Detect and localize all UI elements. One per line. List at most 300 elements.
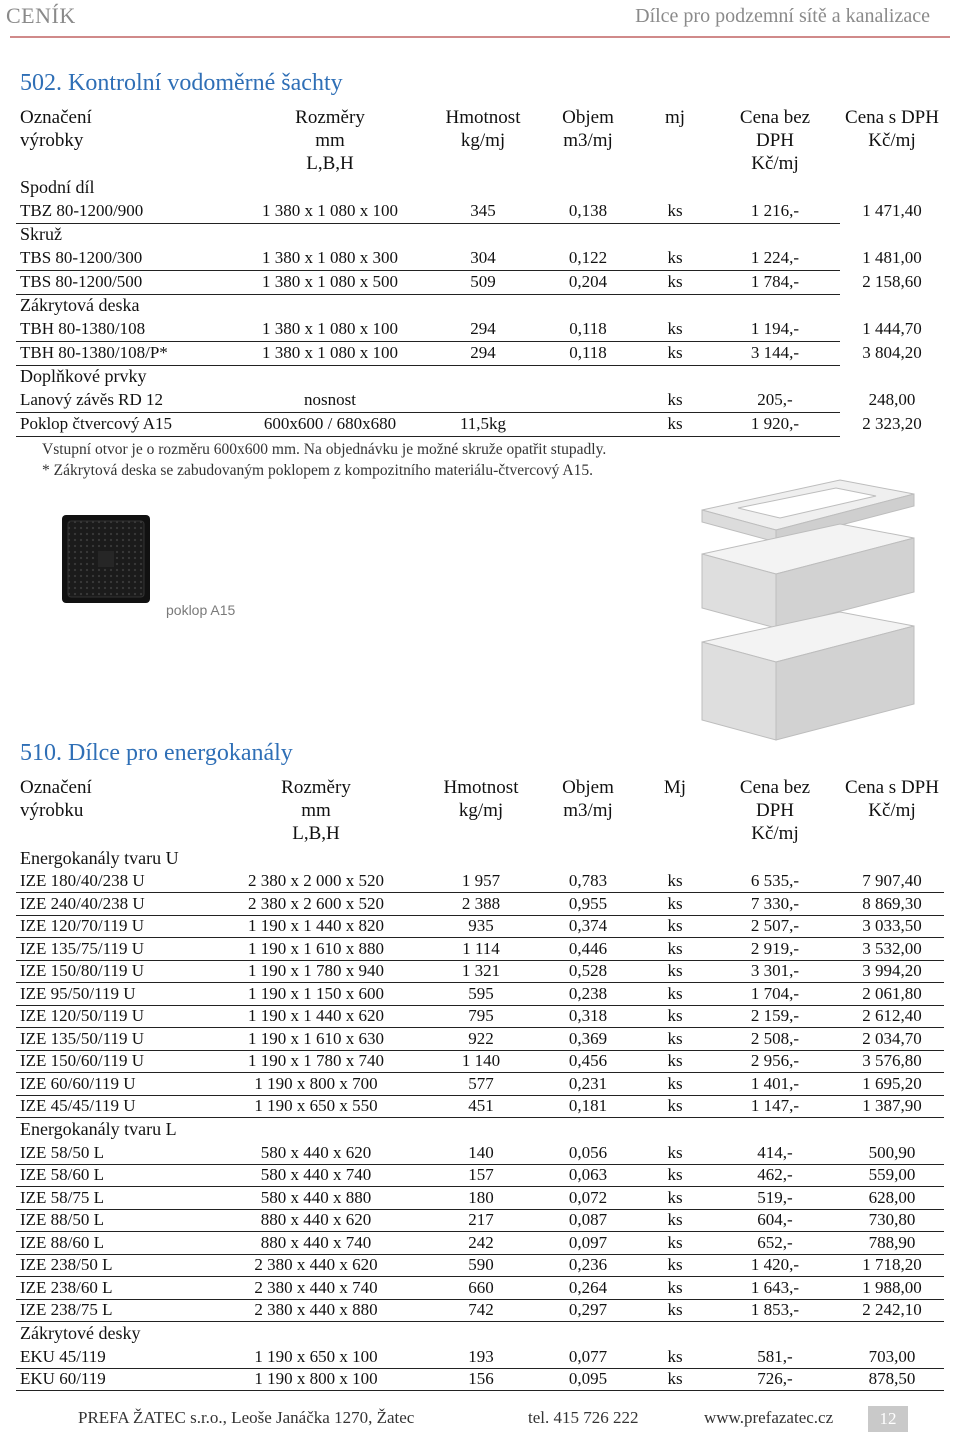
cell-unit: ks bbox=[640, 1142, 710, 1165]
cell-product-code: Lanový závěs RD 12 bbox=[16, 388, 230, 412]
table-header bbox=[16, 104, 944, 176]
cover-a15-image bbox=[60, 513, 152, 605]
cell-volume: 0,063 bbox=[536, 1164, 640, 1187]
cell-product-code: EKU 45/119 bbox=[16, 1346, 206, 1369]
cell-dimensions: 1 190 x 800 x 700 bbox=[206, 1073, 426, 1096]
column-header-line: Objem bbox=[562, 107, 614, 128]
cell-volume: 0,077 bbox=[536, 1346, 640, 1369]
cell-volume: 0,097 bbox=[536, 1232, 640, 1255]
table-row bbox=[16, 1005, 944, 1028]
header-left: CENÍK bbox=[6, 3, 76, 28]
cell-product-code: IZE 58/60 L bbox=[16, 1164, 206, 1187]
cell-weight: 660 bbox=[426, 1277, 536, 1300]
cell-price-net: 604,- bbox=[710, 1209, 840, 1232]
price-table-510 bbox=[16, 774, 944, 1391]
table-row bbox=[16, 341, 944, 365]
cell-product-code: IZE 58/50 L bbox=[16, 1142, 206, 1165]
table-header bbox=[16, 774, 944, 846]
cell-price-net: 1 704,- bbox=[710, 983, 840, 1006]
cell-price-net: 3 301,- bbox=[710, 960, 840, 983]
cell-product-code: IZE 120/50/119 U bbox=[16, 1005, 206, 1028]
cell-price-vat: 2 061,80 bbox=[840, 983, 944, 1006]
cell-volume: 0,264 bbox=[536, 1277, 640, 1300]
cell-unit: ks bbox=[640, 1095, 710, 1118]
cell-dimensions: 1 190 x 650 x 100 bbox=[206, 1346, 426, 1369]
table-row bbox=[16, 915, 944, 938]
cell-price-net: 2 919,- bbox=[710, 938, 840, 961]
cell-volume: 0,122 bbox=[536, 246, 640, 270]
cell-dimensions: 1 190 x 1 440 x 820 bbox=[206, 915, 426, 938]
cell-volume: 0,318 bbox=[536, 1005, 640, 1028]
table-row bbox=[16, 938, 944, 961]
cell-unit: ks bbox=[640, 983, 710, 1006]
cell-dimensions: 1 380 x 1 080 x 500 bbox=[230, 270, 430, 294]
cell-product-code: IZE 135/50/119 U bbox=[16, 1028, 206, 1051]
cell-product-code: IZE 240/40/238 U bbox=[16, 893, 206, 916]
cell-product-code: TBZ 80-1200/900 bbox=[16, 199, 230, 223]
group-label: Zákrytové desky bbox=[20, 1323, 141, 1344]
cell-product-code: TBS 80-1200/500 bbox=[16, 270, 230, 294]
cell-dimensions: nosnost bbox=[230, 388, 430, 412]
table-row bbox=[16, 317, 944, 341]
cell-dimensions: 1 190 x 1 610 x 880 bbox=[206, 938, 426, 961]
table-row bbox=[16, 870, 944, 893]
cell-weight: 217 bbox=[426, 1209, 536, 1232]
column-header-line: L,B,H bbox=[292, 823, 340, 844]
cell-volume: 0,236 bbox=[536, 1254, 640, 1277]
cell-dimensions: 2 380 x 440 x 880 bbox=[206, 1299, 426, 1322]
cell-price-net: 652,- bbox=[710, 1232, 840, 1255]
column-header-line: Mj bbox=[663, 777, 687, 798]
column-header bbox=[536, 774, 640, 846]
table-row bbox=[16, 246, 944, 270]
cell-price-net: 2 159,- bbox=[710, 1005, 840, 1028]
column-header bbox=[840, 104, 944, 176]
column-header-line: Hmotnost bbox=[443, 777, 519, 798]
cell-volume: 0,231 bbox=[536, 1073, 640, 1096]
cell-weight: 1 321 bbox=[426, 960, 536, 983]
cell-dimensions: 600x600 / 680x680 bbox=[230, 412, 430, 436]
cell-weight: 304 bbox=[430, 246, 536, 270]
cell-volume: 0,118 bbox=[536, 317, 640, 341]
cell-weight: 345 bbox=[430, 199, 536, 223]
cell-price-net: 726,- bbox=[710, 1368, 840, 1391]
cell-dimensions: 580 x 440 x 740 bbox=[206, 1164, 426, 1187]
cell-volume: 0,374 bbox=[536, 915, 640, 938]
column-header bbox=[16, 104, 230, 176]
cell-volume: 0,297 bbox=[536, 1299, 640, 1322]
cell-weight: 1 957 bbox=[426, 870, 536, 893]
cell-price-vat: 703,00 bbox=[840, 1346, 944, 1369]
cell-weight: 577 bbox=[426, 1073, 536, 1096]
cell-price-net: 1 401,- bbox=[710, 1073, 840, 1096]
cell-price-net: 414,- bbox=[710, 1142, 840, 1165]
footer-company: PREFA ŽATEC s.r.o., Leoše Janáčka 1270, Žatec bbox=[78, 1408, 415, 1427]
cell-price-vat: 3 804,20 bbox=[862, 343, 922, 362]
column-header-line: m3/mj bbox=[563, 130, 613, 151]
cell-price-net: 581,- bbox=[710, 1346, 840, 1369]
cell-dimensions: 1 190 x 1 780 x 740 bbox=[206, 1050, 426, 1073]
page-footer bbox=[0, 1406, 960, 1432]
cell-price-vat: 788,90 bbox=[840, 1232, 944, 1255]
group-row bbox=[16, 223, 944, 246]
cell-price-vat: 3 994,20 bbox=[840, 960, 944, 983]
group-label: Energokanály tvaru U bbox=[20, 847, 179, 868]
cell-weight: 742 bbox=[426, 1299, 536, 1322]
cell-weight: 157 bbox=[426, 1164, 536, 1187]
cell-price-vat: 2 034,70 bbox=[840, 1028, 944, 1051]
cell-unit: ks bbox=[640, 412, 710, 436]
cell-price-vat: 7 907,40 bbox=[840, 870, 944, 893]
cell-weight: 2 388 bbox=[426, 893, 536, 916]
cell-unit: ks bbox=[640, 1187, 710, 1210]
table-row bbox=[16, 1254, 944, 1277]
cell-volume: 0,456 bbox=[536, 1050, 640, 1073]
column-header bbox=[16, 774, 206, 846]
cell-dimensions: 880 x 440 x 620 bbox=[206, 1209, 426, 1232]
column-header bbox=[840, 774, 944, 846]
cell-weight: 1 114 bbox=[426, 938, 536, 961]
cell-dimensions: 1 380 x 1 080 x 100 bbox=[230, 199, 430, 223]
cell-dimensions: 1 190 x 650 x 550 bbox=[206, 1095, 426, 1118]
cell-weight bbox=[430, 388, 536, 412]
cell-weight: 11,5kg bbox=[430, 412, 536, 436]
cell-price-vat: 500,90 bbox=[840, 1142, 944, 1165]
cell-dimensions: 1 190 x 1 150 x 600 bbox=[206, 983, 426, 1006]
footer-web[interactable]: www.prefazatec.cz bbox=[704, 1408, 834, 1427]
cell-unit: ks bbox=[640, 1277, 710, 1300]
cell-unit: ks bbox=[640, 1209, 710, 1232]
column-header bbox=[640, 774, 710, 846]
cell-unit: ks bbox=[640, 915, 710, 938]
cell-price-vat: 1 444,70 bbox=[862, 319, 922, 338]
cell-product-code: IZE 150/80/119 U bbox=[16, 960, 206, 983]
cell-volume: 0,087 bbox=[536, 1209, 640, 1232]
table-row bbox=[16, 1187, 944, 1210]
cell-dimensions: 880 x 440 x 740 bbox=[206, 1232, 426, 1255]
column-header bbox=[206, 774, 426, 846]
cell-unit: ks bbox=[640, 1028, 710, 1051]
cell-unit: ks bbox=[640, 960, 710, 983]
column-header-line: DPH bbox=[755, 800, 794, 821]
cell-volume: 0,138 bbox=[536, 199, 640, 223]
cell-price-vat: 2 323,20 bbox=[862, 414, 922, 433]
table-row bbox=[16, 1028, 944, 1051]
section-title-502: 502. Kontrolní vodoměrné šachty bbox=[20, 70, 343, 96]
cell-product-code: IZE 45/45/119 U bbox=[16, 1095, 206, 1118]
cell-volume: 0,204 bbox=[536, 270, 640, 294]
column-header bbox=[710, 104, 840, 176]
note-cover: * Zákrytová deska se zabudovaným poklopem z kompozitního materiálu-čtvercový A15. bbox=[42, 462, 593, 479]
cell-price-net: 7 330,- bbox=[710, 893, 840, 916]
column-header bbox=[426, 774, 536, 846]
cell-price-vat: 1 695,20 bbox=[840, 1073, 944, 1096]
page-header bbox=[0, 0, 960, 36]
cell-price-net: 519,- bbox=[710, 1187, 840, 1210]
cell-product-code: IZE 150/60/119 U bbox=[16, 1050, 206, 1073]
page-number: 12 bbox=[868, 1406, 908, 1432]
table-row bbox=[16, 960, 944, 983]
cell-volume: 0,528 bbox=[536, 960, 640, 983]
column-header-line: Objem bbox=[562, 777, 614, 798]
cell-price-vat: 1 481,00 bbox=[862, 248, 922, 267]
cell-unit: ks bbox=[640, 1254, 710, 1277]
cell-product-code: EKU 60/119 bbox=[16, 1368, 206, 1391]
column-header-line: Cena bez bbox=[739, 107, 811, 128]
cell-weight: 922 bbox=[426, 1028, 536, 1051]
cell-weight: 509 bbox=[430, 270, 536, 294]
cell-volume: 0,238 bbox=[536, 983, 640, 1006]
cell-unit: ks bbox=[640, 246, 710, 270]
group-row bbox=[16, 846, 944, 870]
cell-weight: 595 bbox=[426, 983, 536, 1006]
cell-price-vat: 3 033,50 bbox=[840, 915, 944, 938]
column-header-line: Cena s DPH bbox=[845, 107, 939, 128]
cell-unit: ks bbox=[640, 1346, 710, 1369]
table-row bbox=[16, 1142, 944, 1165]
cell-volume: 0,369 bbox=[536, 1028, 640, 1051]
cell-unit: ks bbox=[640, 1232, 710, 1255]
cell-price-vat: 730,80 bbox=[840, 1209, 944, 1232]
cell-dimensions: 1 380 x 1 080 x 100 bbox=[230, 317, 430, 341]
table-row bbox=[16, 983, 944, 1006]
column-header-line: mm bbox=[301, 800, 331, 821]
cell-dimensions: 2 380 x 440 x 740 bbox=[206, 1277, 426, 1300]
column-header-line: Kč/mj bbox=[751, 823, 799, 844]
column-header-line: Označení bbox=[20, 777, 92, 798]
cell-price-vat: 8 869,30 bbox=[840, 893, 944, 916]
cell-unit: ks bbox=[640, 938, 710, 961]
cell-price-vat: 2 242,10 bbox=[840, 1299, 944, 1322]
group-label: Spodní díl bbox=[20, 177, 95, 197]
cell-price-vat: 1 387,90 bbox=[840, 1095, 944, 1118]
cell-product-code: IZE 135/75/119 U bbox=[16, 938, 206, 961]
cell-weight: 156 bbox=[426, 1368, 536, 1391]
cell-price-net: 2 956,- bbox=[710, 1050, 840, 1073]
cell-product-code: TBH 80-1380/108/P* bbox=[16, 341, 230, 365]
cell-volume: 0,446 bbox=[536, 938, 640, 961]
cell-unit: ks bbox=[640, 341, 710, 365]
cell-product-code: IZE 238/75 L bbox=[16, 1299, 206, 1322]
cell-price-net: 1 920,- bbox=[710, 412, 840, 436]
cell-unit: ks bbox=[640, 199, 710, 223]
column-header-line: mm bbox=[315, 130, 345, 151]
column-header-line: kg/mj bbox=[458, 800, 504, 821]
cell-unit: ks bbox=[640, 1073, 710, 1096]
cell-volume: 0,118 bbox=[536, 341, 640, 365]
column-header-line: Kč/mj bbox=[868, 130, 916, 151]
cell-unit: ks bbox=[640, 317, 710, 341]
cell-price-vat: 3 576,80 bbox=[840, 1050, 944, 1073]
table-row bbox=[16, 388, 944, 412]
cell-weight: 140 bbox=[426, 1142, 536, 1165]
cell-weight: 294 bbox=[430, 317, 536, 341]
cell-volume: 0,056 bbox=[536, 1142, 640, 1165]
column-header-line: Cena s DPH bbox=[845, 777, 939, 798]
cell-price-net: 1 853,- bbox=[710, 1299, 840, 1322]
cell-weight: 294 bbox=[430, 341, 536, 365]
cell-price-vat: 248,00 bbox=[868, 390, 916, 409]
cell-volume: 0,095 bbox=[536, 1368, 640, 1391]
cell-volume: 0,072 bbox=[536, 1187, 640, 1210]
column-header-line: Rozměry bbox=[295, 107, 365, 128]
cell-price-net: 1 224,- bbox=[710, 246, 840, 270]
table-row bbox=[16, 412, 944, 436]
cell-price-net: 3 144,- bbox=[710, 341, 840, 365]
cell-price-vat: 2 612,40 bbox=[840, 1005, 944, 1028]
table-row bbox=[16, 1073, 944, 1096]
cell-unit: ks bbox=[640, 1164, 710, 1187]
cell-product-code: IZE 238/50 L bbox=[16, 1254, 206, 1277]
cell-product-code: IZE 88/60 L bbox=[16, 1232, 206, 1255]
table-row bbox=[16, 1299, 944, 1322]
cell-weight: 935 bbox=[426, 915, 536, 938]
cell-weight: 590 bbox=[426, 1254, 536, 1277]
table-row bbox=[16, 1368, 944, 1391]
cell-price-net: 6 535,- bbox=[710, 870, 840, 893]
column-header-line: výrobky bbox=[20, 130, 84, 151]
cell-volume: 0,955 bbox=[536, 893, 640, 916]
cell-weight: 193 bbox=[426, 1346, 536, 1369]
cell-weight: 795 bbox=[426, 1005, 536, 1028]
cell-price-net: 2 508,- bbox=[710, 1028, 840, 1051]
cell-dimensions: 1 380 x 1 080 x 100 bbox=[230, 341, 430, 365]
group-row bbox=[16, 1118, 944, 1142]
cell-dimensions: 580 x 440 x 880 bbox=[206, 1187, 426, 1210]
column-header-line: DPH bbox=[755, 130, 794, 151]
cell-dimensions: 2 380 x 2 600 x 520 bbox=[206, 893, 426, 916]
group-row bbox=[16, 294, 944, 317]
column-header-line: Hmotnost bbox=[445, 107, 521, 128]
column-header-line: kg/mj bbox=[460, 130, 506, 151]
column-header-line: Označení bbox=[20, 107, 92, 128]
cell-weight: 180 bbox=[426, 1187, 536, 1210]
header-rule bbox=[10, 36, 950, 38]
cell-product-code: IZE 238/60 L bbox=[16, 1277, 206, 1300]
table-row bbox=[16, 1095, 944, 1118]
cell-price-net: 462,- bbox=[710, 1164, 840, 1187]
group-label: Energokanály tvaru L bbox=[20, 1119, 177, 1140]
cell-unit: ks bbox=[640, 1050, 710, 1073]
column-header-line: Kč/mj bbox=[751, 153, 799, 174]
cell-product-code: IZE 88/50 L bbox=[16, 1209, 206, 1232]
section-title-510: 510. Dílce pro energokanály bbox=[20, 740, 293, 766]
column-header-line: L,B,H bbox=[306, 153, 354, 174]
column-header bbox=[710, 774, 840, 846]
cell-dimensions: 1 190 x 1 440 x 620 bbox=[206, 1005, 426, 1028]
table-row bbox=[16, 270, 944, 294]
cell-weight: 451 bbox=[426, 1095, 536, 1118]
cell-product-code: IZE 60/60/119 U bbox=[16, 1073, 206, 1096]
column-header-line: m3/mj bbox=[563, 800, 613, 821]
cell-unit: ks bbox=[640, 1299, 710, 1322]
cell-price-vat: 559,00 bbox=[840, 1164, 944, 1187]
cell-dimensions: 2 380 x 2 000 x 520 bbox=[206, 870, 426, 893]
cell-price-vat: 1 988,00 bbox=[840, 1277, 944, 1300]
footer-phone: tel. 415 726 222 bbox=[528, 1408, 639, 1427]
column-header-line: Kč/mj bbox=[868, 800, 916, 821]
table-row bbox=[16, 1164, 944, 1187]
cell-price-net: 1 194,- bbox=[710, 317, 840, 341]
cell-price-net: 2 507,- bbox=[710, 915, 840, 938]
cell-dimensions: 1 190 x 1 780 x 940 bbox=[206, 960, 426, 983]
group-row bbox=[16, 365, 944, 388]
column-header bbox=[536, 104, 640, 176]
group-label: Doplňkové prvky bbox=[20, 366, 147, 387]
cell-price-net: 205,- bbox=[710, 388, 840, 412]
cell-product-code: IZE 58/75 L bbox=[16, 1187, 206, 1210]
column-header-line: výrobku bbox=[20, 800, 84, 821]
column-header bbox=[430, 104, 536, 176]
column-header bbox=[640, 104, 710, 176]
column-header-line: Rozměry bbox=[281, 777, 351, 798]
group-label: Skruž bbox=[20, 224, 62, 245]
cell-unit: ks bbox=[640, 870, 710, 893]
table-row bbox=[16, 1209, 944, 1232]
cell-dimensions: 2 380 x 440 x 620 bbox=[206, 1254, 426, 1277]
header-right: Dílce pro podzemní sítě a kanalizace bbox=[635, 5, 930, 27]
cell-product-code: Poklop čtvercový A15 bbox=[16, 412, 230, 436]
cell-product-code: TBS 80-1200/300 bbox=[16, 246, 230, 270]
cell-dimensions: 1 380 x 1 080 x 300 bbox=[230, 246, 430, 270]
table-row bbox=[16, 1050, 944, 1073]
cell-volume bbox=[536, 388, 640, 412]
cell-price-vat: 878,50 bbox=[840, 1368, 944, 1391]
cell-price-net: 1 420,- bbox=[710, 1254, 840, 1277]
cell-product-code: IZE 120/70/119 U bbox=[16, 915, 206, 938]
cell-volume: 0,181 bbox=[536, 1095, 640, 1118]
table-row bbox=[16, 1346, 944, 1369]
cover-caption: poklop A15 bbox=[166, 602, 236, 618]
cell-product-code: IZE 95/50/119 U bbox=[16, 983, 206, 1006]
note-entrance: Vstupní otvor je o rozměru 600x600 mm. Na objednávku je možné skruže opatřit stupadly. bbox=[42, 441, 607, 458]
cell-price-vat: 1 718,20 bbox=[840, 1254, 944, 1277]
cell-unit: ks bbox=[640, 1368, 710, 1391]
cell-product-code: IZE 180/40/238 U bbox=[16, 870, 206, 893]
cell-unit: ks bbox=[640, 270, 710, 294]
table-row bbox=[16, 893, 944, 916]
cell-dimensions: 1 190 x 800 x 100 bbox=[206, 1368, 426, 1391]
cell-price-net: 1 216,- bbox=[710, 199, 840, 223]
cell-volume: 0,783 bbox=[536, 870, 640, 893]
cell-price-net: 1 147,- bbox=[710, 1095, 840, 1118]
group-row bbox=[16, 176, 944, 199]
table-row bbox=[16, 1277, 944, 1300]
cell-price-net: 1 643,- bbox=[710, 1277, 840, 1300]
cell-volume bbox=[536, 412, 640, 436]
cell-unit: ks bbox=[640, 893, 710, 916]
cell-price-vat: 1 471,40 bbox=[862, 201, 922, 220]
group-label: Zákrytová deska bbox=[20, 295, 140, 316]
cell-price-vat: 2 158,60 bbox=[862, 272, 922, 291]
table-row bbox=[16, 1232, 944, 1255]
cell-product-code: TBH 80-1380/108 bbox=[16, 317, 230, 341]
column-header bbox=[230, 104, 430, 176]
cell-unit: ks bbox=[640, 388, 710, 412]
shaft-segments-image bbox=[690, 472, 920, 747]
cell-weight: 1 140 bbox=[426, 1050, 536, 1073]
cell-dimensions: 580 x 440 x 620 bbox=[206, 1142, 426, 1165]
group-row bbox=[16, 1322, 944, 1346]
cell-weight: 242 bbox=[426, 1232, 536, 1255]
cell-price-net: 1 784,- bbox=[710, 270, 840, 294]
price-table-502 bbox=[16, 104, 944, 437]
table-row bbox=[16, 199, 944, 223]
column-header-line: mj bbox=[664, 107, 686, 128]
column-header-line: Cena bez bbox=[739, 777, 811, 798]
cell-unit: ks bbox=[640, 1005, 710, 1028]
cell-price-vat: 3 532,00 bbox=[840, 938, 944, 961]
